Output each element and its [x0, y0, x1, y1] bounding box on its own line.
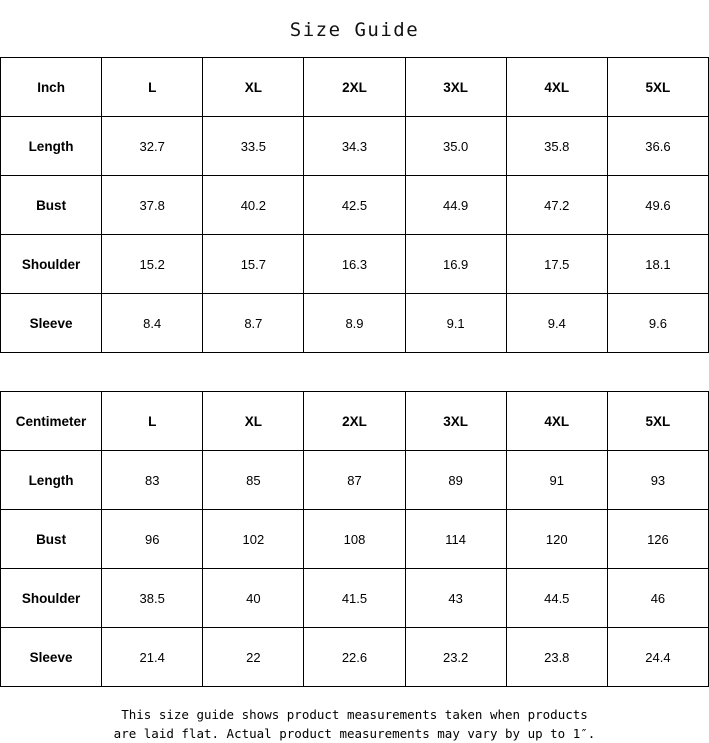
row-label: Bust — [1, 510, 102, 569]
table-cell: 47.2 — [506, 176, 607, 235]
column-header: 3XL — [405, 392, 506, 451]
table-cell: 16.3 — [304, 235, 405, 294]
column-header: 2XL — [304, 392, 405, 451]
table-cell: 93 — [607, 451, 708, 510]
table-cell: 87 — [304, 451, 405, 510]
table-cell: 8.4 — [102, 294, 203, 353]
table-cell: 23.2 — [405, 628, 506, 687]
table-cell: 32.7 — [102, 117, 203, 176]
table-cell: 8.9 — [304, 294, 405, 353]
table-cell: 40.2 — [203, 176, 304, 235]
table-cell: 35.8 — [506, 117, 607, 176]
table-cell: 16.9 — [405, 235, 506, 294]
table-cell: 89 — [405, 451, 506, 510]
footer-note-line-2: are laid flat. Actual product measurements may vary by up to 1″. — [113, 726, 596, 741]
table-cell: 41.5 — [304, 569, 405, 628]
table-cell: 17.5 — [506, 235, 607, 294]
table-row — [1, 294, 709, 353]
table-cell: 33.5 — [203, 117, 304, 176]
table-cell: 120 — [506, 510, 607, 569]
column-header: 4XL — [506, 58, 607, 117]
table-row — [1, 176, 709, 235]
column-header: 4XL — [506, 392, 607, 451]
column-header: 5XL — [607, 58, 708, 117]
table-cell: 108 — [304, 510, 405, 569]
column-header: L — [102, 58, 203, 117]
table-cell: 38.5 — [102, 569, 203, 628]
column-header: XL — [203, 58, 304, 117]
table-row — [1, 628, 709, 687]
table-cell: 40 — [203, 569, 304, 628]
row-label: Sleeve — [1, 294, 102, 353]
table-cell: 85 — [203, 451, 304, 510]
column-header: 3XL — [405, 58, 506, 117]
table-cell: 34.3 — [304, 117, 405, 176]
row-label: Bust — [1, 176, 102, 235]
footer-note-line-1: This size guide shows product measurements taken when products — [121, 707, 588, 722]
row-label: Shoulder — [1, 235, 102, 294]
table-cell: 9.6 — [607, 294, 708, 353]
table-row — [1, 451, 709, 510]
table-cell: 22 — [203, 628, 304, 687]
table-cell: 114 — [405, 510, 506, 569]
column-header: XL — [203, 392, 304, 451]
table-cell: 102 — [203, 510, 304, 569]
table-cell: 35.0 — [405, 117, 506, 176]
table-cell: 9.4 — [506, 294, 607, 353]
table-cell: 49.6 — [607, 176, 708, 235]
table-header-row — [1, 392, 709, 451]
size-table-inch — [0, 57, 709, 353]
column-header: L — [102, 392, 203, 451]
row-label: Length — [1, 451, 102, 510]
table-cell: 18.1 — [607, 235, 708, 294]
table-cell: 8.7 — [203, 294, 304, 353]
table-cell: 15.2 — [102, 235, 203, 294]
table-cell: 44.9 — [405, 176, 506, 235]
unit-label-centimeter: Centimeter — [1, 392, 102, 451]
page-title: Size Guide — [289, 19, 420, 41]
table-cell: 36.6 — [607, 117, 708, 176]
table-row — [1, 117, 709, 176]
table-cell: 15.7 — [203, 235, 304, 294]
table-cell: 37.8 — [102, 176, 203, 235]
size-table-centimeter — [0, 391, 709, 687]
table-cell: 96 — [102, 510, 203, 569]
unit-label-inch: Inch — [1, 58, 102, 117]
table-row — [1, 235, 709, 294]
footer-note — [0, 687, 709, 743]
table-cell: 22.6 — [304, 628, 405, 687]
row-label: Shoulder — [1, 569, 102, 628]
table-cell: 43 — [405, 569, 506, 628]
column-header: 5XL — [607, 392, 708, 451]
table-cell: 44.5 — [506, 569, 607, 628]
row-label: Sleeve — [1, 628, 102, 687]
table-cell: 42.5 — [304, 176, 405, 235]
table-separator — [0, 353, 709, 391]
column-header: 2XL — [304, 58, 405, 117]
table-row — [1, 569, 709, 628]
table-row — [1, 510, 709, 569]
row-label: Length — [1, 117, 102, 176]
table-cell: 126 — [607, 510, 708, 569]
table-cell: 46 — [607, 569, 708, 628]
table-cell: 23.8 — [506, 628, 607, 687]
table-header-row — [1, 58, 709, 117]
table-cell: 91 — [506, 451, 607, 510]
table-cell: 24.4 — [607, 628, 708, 687]
table-cell: 83 — [102, 451, 203, 510]
table-cell: 9.1 — [405, 294, 506, 353]
table-cell: 21.4 — [102, 628, 203, 687]
